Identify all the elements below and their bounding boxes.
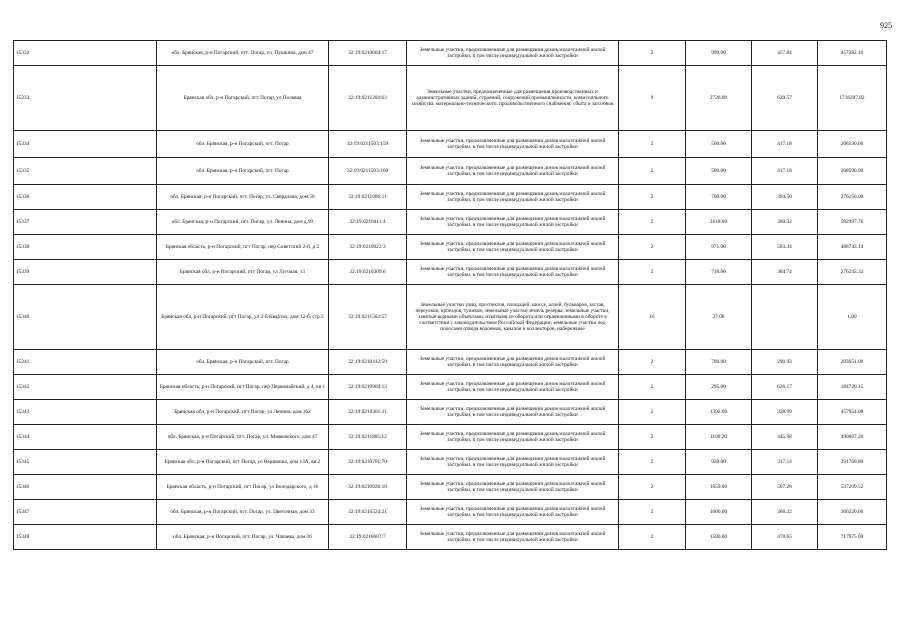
area-cell: 500.00 bbox=[686, 158, 752, 185]
area-cell: 1500.00 bbox=[686, 525, 752, 550]
cadastral-number-cell: 32:19:0211006:11 bbox=[329, 185, 407, 210]
address-cell: Брянская обл, р-н Погарский, пгт Погар, ул Луговая, 13 bbox=[157, 260, 329, 285]
address-cell: обл. Брянская, р-н Погарский, пгт. Погар, ул. Цветочная, дом 33 bbox=[157, 500, 329, 525]
land-use-cell: Земельные участки, предназначенные для размещения домов малоэтажной жилой застройки, в том числе индивидуальной жилой застройки bbox=[407, 185, 619, 210]
land-use-cell: Земельные участки, предназначенные для размещения домов малоэтажной жилой застройки, в том числе индивидуальной жилой застройки bbox=[407, 500, 619, 525]
area-cell: 700.00 bbox=[686, 350, 752, 375]
land-use-cell: Земельные участки, предназначенные для размещения домов малоэтажной жилой застройки, в том числе индивидуальной жилой застройки bbox=[407, 475, 619, 500]
group-code-cell: 2 bbox=[619, 425, 686, 450]
table-row bbox=[14, 475, 887, 500]
table-row bbox=[14, 185, 887, 210]
specific-value-cell: 317.14 bbox=[752, 450, 818, 475]
cadastral-value-cell: 366220.00 bbox=[818, 500, 887, 525]
row-number: 15337 bbox=[14, 210, 157, 235]
group-code-cell: 2 bbox=[619, 375, 686, 400]
specific-value-cell: 503.34 bbox=[752, 235, 818, 260]
row-number: 15338 bbox=[14, 235, 157, 260]
group-code-cell: 2 bbox=[619, 210, 686, 235]
address-cell: Брянская область, р-н Погарский, пгт Погар, ул Володарского, д 16 bbox=[157, 475, 329, 500]
cadastral-number-cell: 32:19:0210524:21 bbox=[329, 500, 407, 525]
group-code-cell: 2 bbox=[619, 450, 686, 475]
cadastral-value-cell: 717975.00 bbox=[818, 525, 887, 550]
group-code-cell: 2 bbox=[619, 158, 686, 185]
page-number: 925 bbox=[880, 21, 892, 30]
address-cell: Брянская обл, р-н Погарский, пгт Погар, ул Ленина, дом 162 bbox=[157, 400, 329, 425]
cadastral-number-cell: 32:19:0210411:4 bbox=[329, 210, 407, 235]
address-cell: обл. Брянская, р-н Погарский, пгт. Погар, ул. Свердлова, дом 58 bbox=[157, 185, 329, 210]
table-row bbox=[14, 425, 887, 450]
cadastral-value-cell: 208590.00 bbox=[818, 131, 887, 158]
cadastral-number-cell: 32:19:0210904:13 bbox=[329, 375, 407, 400]
address-cell: обл. Брянская, р-н Погарский, пгт. Погар bbox=[157, 158, 329, 185]
group-code-cell: 2 bbox=[619, 525, 686, 550]
cadastral-value-cell: 276150.00 bbox=[818, 185, 887, 210]
specific-value-cell: 290.93 bbox=[752, 350, 818, 375]
land-use-cell: Земельные участки, предназначенные для размещения домов малоэтажной жилой застройки, в том числе индивидуальной жилой застройки bbox=[407, 210, 619, 235]
cadastral-number-cell: 32:19:0211503:160 bbox=[329, 158, 407, 185]
group-code-cell: 2 bbox=[619, 185, 686, 210]
row-number: 15341 bbox=[14, 350, 157, 375]
land-use-cell: Земельные участки, предназначенные для размещения домов малоэтажной жилой застройки, в том числе индивидуальной жилой застройки bbox=[407, 450, 619, 475]
row-number: 15339 bbox=[14, 260, 157, 285]
area-cell: 1618.00 bbox=[686, 210, 752, 235]
specific-value-cell: 417.18 bbox=[752, 131, 818, 158]
area-cell: 1100.20 bbox=[686, 425, 752, 450]
group-code-cell: 2 bbox=[619, 131, 686, 158]
row-number: 15345 bbox=[14, 450, 157, 475]
area-cell: 27.00 bbox=[686, 285, 752, 350]
cadastral-number-cell: 32:19:0210309:6 bbox=[329, 260, 407, 285]
row-number: 15336 bbox=[14, 185, 157, 210]
group-code-cell: 2 bbox=[619, 41, 686, 66]
area-cell: 1392.00 bbox=[686, 400, 752, 425]
specific-value-cell: 366.22 bbox=[752, 500, 818, 525]
cadastral-number-cell: 32:19:0210412:59 bbox=[329, 350, 407, 375]
table-row bbox=[14, 41, 887, 66]
group-code-cell: 2 bbox=[619, 400, 686, 425]
cadastral-value-cell: 488743.14 bbox=[818, 235, 887, 260]
land-use-cell: Земельные участки, предназначенные для размещения домов малоэтажной жилой застройки, в том числе индивидуальной жилой застройки bbox=[407, 158, 619, 185]
group-code-cell: 2 bbox=[619, 260, 686, 285]
cadastral-value-cell: 208590.00 bbox=[818, 158, 887, 185]
specific-value-cell: 507.28 bbox=[752, 475, 818, 500]
specific-value-cell: 394.50 bbox=[752, 185, 818, 210]
table-row bbox=[14, 500, 887, 525]
specific-value-cell bbox=[752, 285, 818, 350]
specific-value-cell: 445.98 bbox=[752, 425, 818, 450]
cadastral-number-cell: 32:19:0210604:17 bbox=[329, 41, 407, 66]
cadastral-value-cell: 457954.08 bbox=[818, 400, 887, 425]
cadastral-number-cell: 32:19:0210301:11 bbox=[329, 400, 407, 425]
land-use-cell: Земельные участки, предназначенные для размещения домов малоэтажной жилой застройки, в том числе индивидуальной жилой застройки bbox=[407, 260, 619, 285]
area-cell: 718.00 bbox=[686, 260, 752, 285]
table-row bbox=[14, 66, 887, 131]
row-number: 15343 bbox=[14, 400, 157, 425]
address-cell: Брянская обл, р-н Погарский, пгт Погар, ул Полевая bbox=[157, 66, 329, 131]
table-row bbox=[14, 131, 887, 158]
specific-value-cell: 478.65 bbox=[752, 525, 818, 550]
row-number: 15344 bbox=[14, 425, 157, 450]
land-use-cell: Земельные участки, предназначенные для размещения домов малоэтажной жилой застройки, в том числе индивидуальной жилой застройки bbox=[407, 375, 619, 400]
area-cell: 971.00 bbox=[686, 235, 752, 260]
cadastral-value-table bbox=[13, 40, 887, 550]
cadastral-value-cell: 457382.16 bbox=[818, 41, 887, 66]
land-use-cell: Земельные участки, предназначенные для размещения домов малоэтажной жилой застройки, в том числе индивидуальной жилой застройки bbox=[407, 41, 619, 66]
address-cell: Брянская обл, р-н Погарский, пгт Погар, ул 2-й Квартал, дом 12-б, стр 2 bbox=[157, 285, 329, 350]
table-row bbox=[14, 210, 887, 235]
row-number: 15348 bbox=[14, 525, 157, 550]
cadastral-number-cell: 32:19:0211502:57 bbox=[329, 285, 407, 350]
table-row bbox=[14, 285, 887, 350]
address-cell: Брянская обл, р-н Погарский, пгт Погар, ул Вершеина, дом 13А, кв 2 bbox=[157, 450, 329, 475]
land-use-cell: Земельные участки улиц, проспектов, площадей, шоссе, аллей, бульваров, застав, переулков, проездов, тупиков; земельные участки земель резерва; земельные участки, занятые водными объектами, изъятыми из оборота или ограниченными в обороте в соответствии с законодательством Российской Федерации; земельные участки под полосами отвода водоемов, каналов и коллекторов, набережные bbox=[407, 285, 619, 350]
cadastral-number-cell: 32:19:0210922:3 bbox=[329, 235, 407, 260]
table-row bbox=[14, 450, 887, 475]
cadastral-number-cell: 32:19:0211805:12 bbox=[329, 425, 407, 450]
area-cell: 999.00 bbox=[686, 41, 752, 66]
table-row bbox=[14, 375, 887, 400]
table-row bbox=[14, 400, 887, 425]
row-number: 15346 bbox=[14, 475, 157, 500]
area-cell: 700.00 bbox=[686, 185, 752, 210]
land-use-cell: Земельные участки, предназначенные для размещения домов малоэтажной жилой застройки, в том числе индивидуальной жилой застройки bbox=[407, 131, 619, 158]
group-code-cell: 2 bbox=[619, 235, 686, 260]
row-number: 15340 bbox=[14, 285, 157, 350]
land-use-cell: Земельные участки, предназначенные для размещения домов малоэтажной жилой застройки, в том числе индивидуальной жилой застройки bbox=[407, 350, 619, 375]
cadastral-number-cell: 32:19:0210701:70 bbox=[329, 450, 407, 475]
specific-value-cell: 457.84 bbox=[752, 41, 818, 66]
table-row bbox=[14, 350, 887, 375]
area-cell: 295.00 bbox=[686, 375, 752, 400]
table-row bbox=[14, 260, 887, 285]
cadastral-value-cell: 276243.32 bbox=[818, 260, 887, 285]
specific-value-cell: 629.57 bbox=[752, 66, 818, 131]
cadastral-value-cell: 1.00 bbox=[818, 285, 887, 350]
area-cell: 500.00 bbox=[686, 131, 752, 158]
table-row bbox=[14, 525, 887, 550]
cadastral-number-cell: 32:19:0210926:18 bbox=[329, 475, 407, 500]
address-cell: обл. Брянская, р-н Погарский, пгт. Погар, ул. Чапаева, дом 36 bbox=[157, 525, 329, 550]
table-row bbox=[14, 235, 887, 260]
group-code-cell: 16 bbox=[619, 285, 686, 350]
cadastral-value-cell: 291768.80 bbox=[818, 450, 887, 475]
table-body bbox=[14, 41, 887, 550]
group-code-cell: 2 bbox=[619, 475, 686, 500]
area-cell: 2726.00 bbox=[686, 66, 752, 131]
cadastral-value-cell: 1716207.82 bbox=[818, 66, 887, 131]
cadastral-number-cell: 32:19:0211204:63 bbox=[329, 66, 407, 131]
specific-value-cell: 328.99 bbox=[752, 400, 818, 425]
address-cell: обл. Брянская, р-н Погарский, пгт. Погар bbox=[157, 350, 329, 375]
cadastral-value-cell: 490667.20 bbox=[818, 425, 887, 450]
cadastral-value-cell: 184720.15 bbox=[818, 375, 887, 400]
land-use-cell: Земельные участки, предназначенные для размещения домов малоэтажной жилой застройки, в том числе индивидуальной жилой застройки bbox=[407, 400, 619, 425]
table-row bbox=[14, 158, 887, 185]
row-number: 15332 bbox=[14, 41, 157, 66]
specific-value-cell: 384.74 bbox=[752, 260, 818, 285]
land-use-cell: Земельные участки, предназначенные для размещения домов малоэтажной жилой застройки, в том числе индивидуальной жилой застройки bbox=[407, 235, 619, 260]
address-cell: Брянская область, р-н Погарский, пгт Погар, пер Первомайский, д 4, кв 1 bbox=[157, 375, 329, 400]
address-cell: обл. Брянская, р-н Погарский, пгт. Погар, ул. Маяковского, дом 47 bbox=[157, 425, 329, 450]
cadastral-value-cell: 203651.00 bbox=[818, 350, 887, 375]
address-cell: обл. Брянская, р-н Погарский, пгт. Погар bbox=[157, 131, 329, 158]
cadastral-value-cell: 537209.52 bbox=[818, 475, 887, 500]
group-code-cell: 2 bbox=[619, 500, 686, 525]
row-number: 15333 bbox=[14, 66, 157, 131]
group-code-cell: 2 bbox=[619, 350, 686, 375]
address-cell: Брянская область, р-н Погарский, пгт Погар, пер Советский 2-й, д 2 bbox=[157, 235, 329, 260]
group-code-cell: 9 bbox=[619, 66, 686, 131]
land-use-cell: Земельные участки, предназначенные для размещения домов малоэтажной жилой застройки, в том числе индивидуальной жилой застройки bbox=[407, 525, 619, 550]
cadastral-number-cell: 32:19:0211503:159 bbox=[329, 131, 407, 158]
area-cell: 1000.00 bbox=[686, 500, 752, 525]
address-cell: обл. Брянская, р-н Погарский, пгт. Погар, ул. Ленина, дом д.99 bbox=[157, 210, 329, 235]
row-number: 15334 bbox=[14, 131, 157, 158]
specific-value-cell: 417.18 bbox=[752, 158, 818, 185]
area-cell: 1059.00 bbox=[686, 475, 752, 500]
address-cell: обл. Брянская, р-н Погарский, пгт. Погар, ул. Пушкина, дом 47 bbox=[157, 41, 329, 66]
area-cell: 920.00 bbox=[686, 450, 752, 475]
row-number: 15347 bbox=[14, 500, 157, 525]
specific-value-cell: 626.17 bbox=[752, 375, 818, 400]
land-use-cell: Земельные участки, предназначенные для размещения домов малоэтажной жилой застройки, в том числе индивидуальной жилой застройки bbox=[407, 425, 619, 450]
cadastral-number-cell: 32:19:0210607:7 bbox=[329, 525, 407, 550]
row-number: 15335 bbox=[14, 158, 157, 185]
cadastral-value-cell: 582997.76 bbox=[818, 210, 887, 235]
specific-value-cell: 360.32 bbox=[752, 210, 818, 235]
row-number: 15342 bbox=[14, 375, 157, 400]
land-use-cell: Земельные участки, предназначенные для размещения производственных и административных зданий, строений, сооружений промышленности, коммунального хозяйства, материально-технического, продовольственного снабжения, сбыта и заготовок bbox=[407, 66, 619, 131]
